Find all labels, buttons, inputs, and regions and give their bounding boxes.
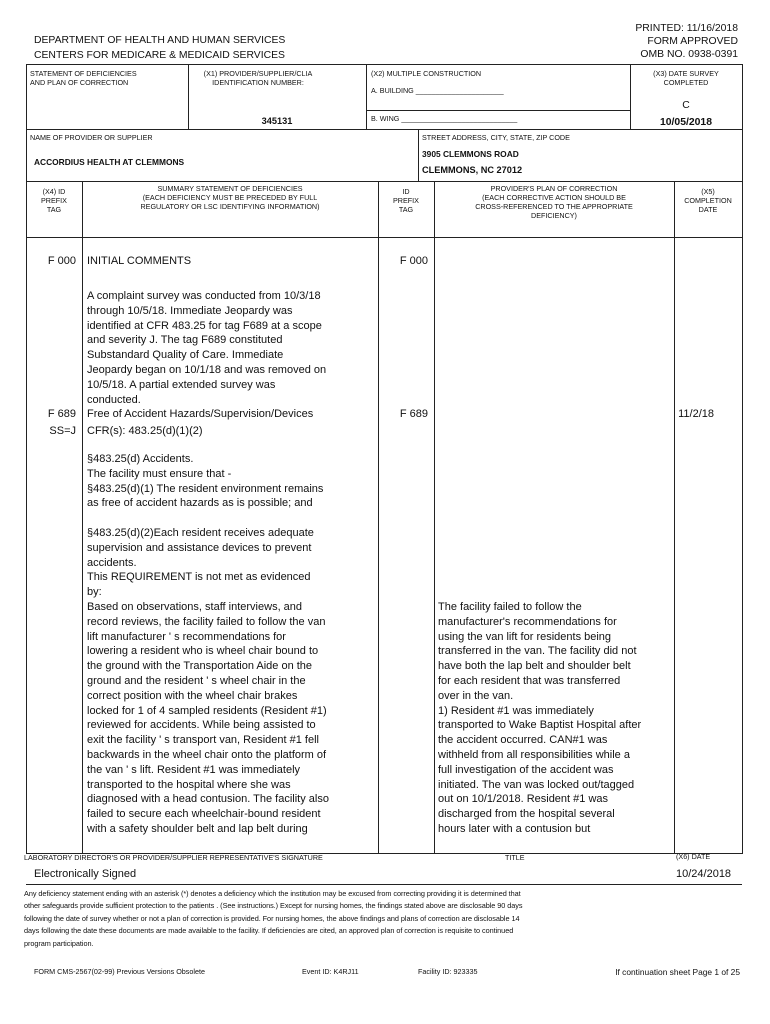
signature-bottom-border	[26, 884, 742, 885]
summary-header: SUMMARY STATEMENT OF DEFICIENCIES (EACH DEFICIENCY MUST BE PRECEDED BY FULL REGULATORY OR LSC IDENTIFYING INFORMATION)	[140, 184, 320, 211]
x3-label: (X3) DATE SURVEY COMPLETED	[653, 69, 719, 87]
address-label: STREET ADDRESS, CITY, STATE, ZIP CODE	[422, 133, 570, 142]
electronic-signature: Electronically Signed	[34, 868, 137, 880]
grid-divider	[366, 110, 630, 111]
provider-name: ACCORDIUS HEALTH AT CLEMMONS	[34, 157, 185, 167]
prefix-tag-f689: F 689 SS=J	[47, 408, 76, 437]
prefix-tag-f000: F 000	[47, 255, 76, 267]
form-approved: FORM APPROVED	[647, 36, 738, 47]
complaint-survey-paragraph: A complaint survey was conducted from 10/3/18 through 10/5/18. Immediate Jeopardy was identified at CFR 483.25 for tag F689 at a scope and severity J. The tag F689 constituted Substandard Quality of Care. Immediate Jeopardy began on 10/1/18 and was removed on 10/5/18. A partial extended survey was conducted.	[87, 290, 327, 406]
provider-label: NAME OF PROVIDER OR SUPPLIER	[30, 133, 153, 142]
plan-of-correction-text: The facility failed to follow the manufacturer's recommendations for using the van lift for residents being transferred in the van. The facility did not have both the lap belt and shoulder belt for each resident that was transferred over in the van. 1) Resident #1 was immediately transported to Wake Baptist Hospital after the accident occurred. CAN#1 was withheld from all responsibilities while a full investigation of the accident was initiated. The van was locked out/tagged out on 10/1/2018. Resident #1 was discharged from the hospital several hours later with a contusion but	[438, 601, 642, 835]
grid-divider	[26, 181, 742, 182]
tag-title: Free of Accident Hazards/Supervision/Devices	[87, 408, 314, 420]
page-indicator: If continuation sheet Page 1 of 25	[615, 967, 740, 977]
grid-top-border	[26, 64, 742, 65]
completion-date: 11/2/18	[678, 408, 714, 420]
id-tag-f000: F 000	[399, 255, 428, 267]
x4-header: (X4) ID PREFIX TAG	[41, 187, 67, 214]
id-header: ID PREFIX TAG	[393, 187, 419, 214]
plan-header: PROVIDER'S PLAN OF CORRECTION (EACH CORRECTIVE ACTION SHOULD BE CROSS-REFERENCED TO THE APPROPRIATE DEFICIENCY)	[475, 184, 633, 220]
building-field: A. BUILDING ______________________	[371, 86, 504, 95]
x1-label: (X1) PROVIDER/SUPPLIER/CLIA IDENTIFICATION NUMBER:	[203, 69, 313, 87]
x2-label: (X2) MULTIPLE CONSTRUCTION	[371, 69, 482, 78]
address-city: CLEMMONS, NC 27012	[422, 165, 523, 175]
signature-label: LABORATORY DIRECTOR'S OR PROVIDER/SUPPLIER REPRESENTATIVE'S SIGNATURE	[24, 853, 323, 862]
event-id: Event ID: K4RJ11	[302, 967, 359, 976]
statement-label: STATEMENT OF DEFICIENCIES AND PLAN OF CORRECTION	[30, 69, 137, 87]
x5-header: (X5) COMPLETION DATE	[684, 187, 732, 214]
address-street: 3905 CLEMMONS ROAD	[422, 149, 519, 159]
agency-name: CENTERS FOR MEDICARE & MEDICAID SERVICES	[34, 50, 285, 61]
survey-letter: C	[682, 100, 690, 111]
grid-divider	[26, 237, 742, 238]
form-id: FORM CMS-2567(02-99) Previous Versions Obsolete	[34, 967, 205, 976]
facility-id: Facility ID: 923335	[418, 967, 478, 976]
column-divider	[378, 181, 379, 854]
title-label: TITLE	[505, 853, 525, 862]
department-name: DEPARTMENT OF HEALTH AND HUMAN SERVICES	[34, 35, 286, 46]
grid-left-border	[26, 64, 27, 854]
grid-divider	[366, 64, 367, 129]
column-divider	[674, 181, 675, 854]
wing-field: B. WING _____________________________	[371, 114, 518, 123]
grid-divider	[418, 129, 419, 181]
grid-right-border	[742, 64, 743, 854]
accidents-paragraph: §483.25(d) Accidents. The facility must ensure that - §483.25(d)(1) The resident environment remains as free of accident hazards as is possible; and	[87, 453, 324, 510]
findings-paragraph: §483.25(d)(2)Each resident receives adequate supervision and assistance devices to prevent accidents. This REQUIREMENT is not met as evidenced by: Based on observations, staff interviews, and record reviews, the facility failed to follow the van lift manufacturer ' s recommendations for lowering a resident who is wheel chair bound to the ground with the Transportation Aide on the ground and the resident ' s wheel chair in the correct position with the wheel chair brakes locked for 1 of 4 sampled residents (Resident #1) reviewed for accidents. While being assisted to exit the facility ' s transport van, Resident #1 fell backwards in the wheel chair onto the platform of the van ' s lift. Resident #1 was immediately transported to the hospital where she was diagnosed with a head contusion. The facility also failed to secure each wheelchair-bound resident with a safety shoulder belt and lap belt during	[87, 527, 329, 835]
provider-number: 345131	[261, 116, 293, 126]
disclaimer-text: Any deficiency statement ending with an asterisk (*) denotes a deficiency which the institution may be excused from correcting providing it is determined that other safeguards provide sufficient protection to the patients . (See instructions.) Except for nursing homes, the findings stated above are disclosable 90 days following the date of survey whether or not a plan of correction is provided. For nursing homes, the above findings and plans of correction are disclosable 14 days following the date these documents are made available to the facility. If deficiencies are cited, an approved plan of correction is requisite to continued program participation.	[24, 889, 523, 948]
omb-number: OMB NO. 0938-0391	[640, 49, 738, 60]
tag-cfr: CFR(s): 483.25(d)(1)(2)	[87, 425, 203, 437]
initial-comments-heading: INITIAL COMMENTS	[87, 255, 192, 267]
printed-date: PRINTED: 11/16/2018	[635, 23, 738, 34]
column-divider	[434, 181, 435, 854]
date-label: (X6) DATE	[676, 852, 711, 861]
survey-completed-date: 10/05/2018	[659, 117, 712, 128]
grid-divider	[26, 129, 742, 130]
signature-date: 10/24/2018	[676, 868, 732, 880]
column-divider	[82, 181, 83, 854]
id-tag-f689: F 689	[399, 408, 428, 420]
